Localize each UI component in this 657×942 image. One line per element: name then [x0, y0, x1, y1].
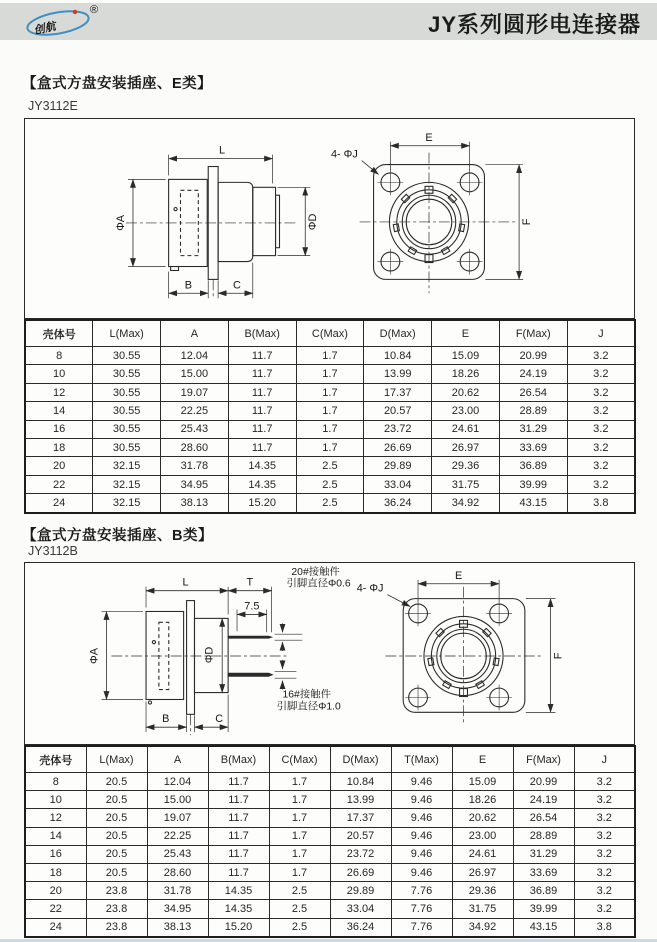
table-row — [25, 402, 635, 420]
column-header: A — [147, 746, 208, 773]
dim-label-C: C — [233, 279, 241, 292]
dim-label-C: C — [215, 713, 224, 726]
table-cell: 3.2 — [567, 420, 635, 438]
table-cell: 20.5 — [86, 773, 147, 791]
table-cell: 24.19 — [513, 791, 574, 809]
table-cell: 34.95 — [161, 475, 229, 493]
table-cell: 29.89 — [364, 457, 432, 475]
table-cell: 17.37 — [330, 809, 391, 827]
table-cell: 11.7 — [208, 827, 269, 845]
table-cell: 36.89 — [499, 457, 567, 475]
table-cell: 32.15 — [93, 494, 161, 513]
dim-label-B: B — [184, 279, 193, 292]
column-header: L(Max) — [93, 320, 161, 347]
column-header: D(Max) — [364, 320, 432, 347]
table-cell: 20.57 — [364, 402, 432, 420]
dim-label-7-5: 7.5 — [244, 600, 260, 613]
table-cell: 1.7 — [269, 863, 330, 881]
drawing-box-e — [24, 118, 635, 319]
table-cell: 11.7 — [228, 365, 296, 383]
table-cell: 1.7 — [296, 347, 364, 365]
table-cell: 11.7 — [228, 402, 296, 420]
header-row — [25, 320, 635, 347]
table-cell: 30.55 — [93, 402, 161, 420]
table-row — [25, 827, 635, 845]
table-cell: 29.36 — [432, 457, 500, 475]
logo-red-dot — [73, 10, 77, 14]
table-cell: 2.5 — [269, 900, 330, 918]
brand-logo-icon — [18, 1, 114, 41]
table-cell: 18 — [25, 863, 86, 881]
table-cell: 11.7 — [208, 791, 269, 809]
table-cell: 28.60 — [147, 863, 208, 881]
table-cell: 14.35 — [228, 475, 296, 493]
column-header: C(Max) — [269, 746, 330, 773]
dim-label-F: F — [520, 218, 533, 226]
table-cell: 33.04 — [330, 900, 391, 918]
table-cell: 1.7 — [269, 845, 330, 863]
table-cell: 23.00 — [452, 827, 513, 845]
table-cell: 14.35 — [228, 457, 296, 475]
dim-label-phiD: ΦD — [203, 646, 216, 664]
table-cell: 3.2 — [567, 402, 635, 420]
column-header: B(Max) — [228, 320, 296, 347]
table-cell: 18 — [25, 439, 93, 457]
table-cell: 1.7 — [296, 402, 364, 420]
table-cell: 22 — [25, 900, 86, 918]
brand-logo-text: 创航 — [32, 20, 57, 38]
table-cell: 26.97 — [432, 439, 500, 457]
table-cell: 17.37 — [364, 383, 432, 401]
column-header: J — [567, 320, 635, 347]
table-row — [25, 494, 635, 513]
table-cell: 39.99 — [499, 475, 567, 493]
table-cell: 24 — [25, 494, 93, 513]
table-cell: 36.24 — [330, 918, 391, 937]
table-cell: 2.5 — [296, 457, 364, 475]
table-row — [25, 365, 635, 383]
technical-drawing-b — [25, 563, 634, 744]
table-cell: 9.46 — [391, 773, 452, 791]
table-cell: 28.89 — [499, 402, 567, 420]
table-cell: 15.20 — [228, 494, 296, 513]
table-cell: 38.13 — [161, 494, 229, 513]
table-cell: 11.7 — [228, 420, 296, 438]
table-cell: 2.5 — [269, 918, 330, 937]
contact-20-label: 20#接触件 — [291, 566, 340, 578]
table-cell: 12 — [25, 383, 93, 401]
table-cell: 14 — [25, 827, 86, 845]
table-cell: 31.75 — [452, 900, 513, 918]
table-cell: 15.09 — [452, 773, 513, 791]
table-cell: 23.8 — [86, 918, 147, 937]
dim-label-B: B — [162, 713, 170, 726]
table-cell: 1.7 — [269, 809, 330, 827]
table-cell: 23.8 — [86, 882, 147, 900]
table-cell: 15.00 — [147, 791, 208, 809]
table-cell: 3.2 — [567, 347, 635, 365]
dim-label-E: E — [425, 131, 433, 144]
table-cell: 22 — [25, 475, 93, 493]
table-cell: 31.29 — [513, 845, 574, 863]
table-cell: 30.55 — [93, 439, 161, 457]
page-title: JY系列圆形电连接器 — [428, 12, 641, 37]
table-cell: 3.2 — [574, 809, 635, 827]
contact-16-label: 16#接触件 — [282, 689, 331, 701]
table-cell: 16 — [25, 845, 86, 863]
table-cell: 23.8 — [86, 900, 147, 918]
front-view-e — [331, 132, 533, 293]
table-cell: 43.15 — [499, 494, 567, 513]
table-cell: 19.07 — [147, 809, 208, 827]
table-cell: 3.2 — [574, 863, 635, 881]
registered-mark: ® — [90, 4, 99, 16]
table-row — [25, 439, 635, 457]
table-cell: 3.2 — [574, 791, 635, 809]
table-cell: 10.84 — [330, 773, 391, 791]
table-cell: 16 — [25, 420, 93, 438]
table-cell: 38.13 — [147, 918, 208, 937]
table-cell: 26.69 — [364, 439, 432, 457]
table-row — [25, 347, 635, 365]
table-cell: 13.99 — [364, 365, 432, 383]
table-cell: 9.46 — [391, 791, 452, 809]
column-header: F(Max) — [499, 320, 567, 347]
column-header: 壳体号 — [25, 320, 93, 347]
column-header: T(Max) — [391, 746, 452, 773]
table-cell: 1.7 — [269, 791, 330, 809]
table-cell: 20 — [25, 882, 86, 900]
table-cell: 32.15 — [93, 457, 161, 475]
table-cell: 43.15 — [513, 918, 574, 937]
table-cell: 12 — [25, 809, 86, 827]
contact-16-pin-dia: 引脚直径Φ1.0 — [276, 701, 341, 713]
table-cell: 10 — [25, 365, 93, 383]
front-view-b — [357, 570, 565, 725]
table-cell: 15.00 — [161, 365, 229, 383]
table-cell: 20.99 — [513, 773, 574, 791]
column-header: E — [452, 746, 513, 773]
table-cell: 20 — [25, 457, 93, 475]
table-cell: 3.8 — [567, 494, 635, 513]
table-cell: 20.5 — [86, 791, 147, 809]
column-header: E — [432, 320, 500, 347]
table-cell: 24.19 — [499, 365, 567, 383]
column-header: D(Max) — [330, 746, 391, 773]
table-cell: 26.97 — [452, 863, 513, 881]
model-label-b: JY3112B — [28, 544, 78, 558]
table-cell: 7.76 — [391, 882, 452, 900]
table-cell: 33.69 — [499, 439, 567, 457]
column-header: B(Max) — [208, 746, 269, 773]
table-cell: 10 — [25, 791, 86, 809]
table-cell: 2.5 — [296, 475, 364, 493]
table-cell: 23.72 — [364, 420, 432, 438]
table-cell: 28.60 — [161, 439, 229, 457]
table-cell: 31.29 — [499, 420, 567, 438]
table-cell: 20.62 — [452, 809, 513, 827]
table-cell: 8 — [25, 347, 93, 365]
column-header: 壳体号 — [25, 746, 86, 773]
table-cell: 9.46 — [391, 845, 452, 863]
table-cell: 22.25 — [147, 827, 208, 845]
table-cell: 3.2 — [574, 900, 635, 918]
column-header: L(Max) — [86, 746, 147, 773]
table-cell: 23.72 — [330, 845, 391, 863]
table-row — [25, 383, 635, 401]
table-cell: 3.2 — [574, 882, 635, 900]
table-cell: 34.92 — [432, 494, 500, 513]
dim-label-holes: 4- ΦJ — [356, 582, 384, 595]
table-cell: 11.7 — [228, 439, 296, 457]
table-row — [25, 882, 635, 900]
contact-20-pin-dia: 引脚直径Φ0.6 — [286, 578, 351, 590]
table-row — [25, 457, 635, 475]
table-cell: 30.55 — [93, 365, 161, 383]
dim-label-E: E — [454, 569, 463, 582]
table-cell: 7.76 — [391, 900, 452, 918]
table-cell: 33.04 — [364, 475, 432, 493]
table-cell: 14 — [25, 402, 93, 420]
table-cell: 3.2 — [574, 845, 635, 863]
table-row — [25, 475, 635, 493]
table-cell: 7.76 — [391, 918, 452, 937]
table-cell: 3.2 — [567, 475, 635, 493]
table-cell: 1.7 — [296, 420, 364, 438]
table-cell: 11.7 — [208, 863, 269, 881]
table-cell: 18.26 — [432, 365, 500, 383]
column-header: C(Max) — [296, 320, 364, 347]
table-cell: 29.36 — [452, 882, 513, 900]
table-cell: 15.20 — [208, 918, 269, 937]
table-cell: 30.55 — [93, 383, 161, 401]
table-cell: 26.54 — [513, 809, 574, 827]
table-cell: 19.07 — [161, 383, 229, 401]
column-header: A — [161, 320, 229, 347]
side-view-e — [115, 145, 319, 300]
table-cell: 18.26 — [452, 791, 513, 809]
dim-label-phiA: ΦA — [88, 648, 101, 664]
table-cell: 24.61 — [452, 845, 513, 863]
table-cell: 3.8 — [574, 918, 635, 937]
drawing-box-b — [24, 562, 635, 745]
spec-table-b — [24, 745, 636, 938]
table-cell: 9.46 — [391, 809, 452, 827]
table-cell: 1.7 — [296, 365, 364, 383]
table-cell: 14.35 — [208, 900, 269, 918]
table-row — [25, 791, 635, 809]
table-cell: 9.46 — [391, 863, 452, 881]
table-cell: 1.7 — [296, 439, 364, 457]
table-row — [25, 900, 635, 918]
table-cell: 25.43 — [147, 845, 208, 863]
table-cell: 31.78 — [161, 457, 229, 475]
table-cell: 20.5 — [86, 809, 147, 827]
table-cell: 11.7 — [208, 773, 269, 791]
dim-label-L: L — [182, 576, 189, 589]
table-cell: 25.43 — [161, 420, 229, 438]
table-cell: 20.5 — [86, 827, 147, 845]
dim-label-phiD: ΦD — [307, 213, 320, 231]
table-cell: 31.78 — [147, 882, 208, 900]
table-cell: 36.24 — [364, 494, 432, 513]
table-row — [25, 863, 635, 881]
side-view-b — [89, 565, 351, 735]
brand-logo — [18, 1, 114, 46]
table-cell: 1.7 — [269, 827, 330, 845]
table-row — [25, 773, 635, 791]
table-cell: 26.69 — [330, 863, 391, 881]
dim-label-T: T — [246, 576, 254, 589]
table-cell: 20.5 — [86, 845, 147, 863]
table-cell: 1.7 — [296, 383, 364, 401]
table-cell: 39.99 — [513, 900, 574, 918]
table-row — [25, 918, 635, 937]
section-heading-b: 【盒式方盘安装插座、B类】 — [22, 528, 213, 544]
table-cell: 23.00 — [432, 402, 500, 420]
table-cell: 3.2 — [574, 827, 635, 845]
table-cell: 28.89 — [513, 827, 574, 845]
table-cell: 24.61 — [432, 420, 500, 438]
table-cell: 14.35 — [208, 882, 269, 900]
table-cell: 11.7 — [228, 383, 296, 401]
table-cell: 15.09 — [432, 347, 500, 365]
table-cell: 32.15 — [93, 475, 161, 493]
table-cell: 3.2 — [567, 457, 635, 475]
table-cell: 30.55 — [93, 420, 161, 438]
table-cell: 12.04 — [147, 773, 208, 791]
dim-label-phiA: ΦA — [115, 214, 128, 231]
table-cell: 34.95 — [147, 900, 208, 918]
technical-drawing-e — [25, 119, 634, 318]
header-row — [25, 746, 635, 773]
table-cell: 11.7 — [228, 347, 296, 365]
table-cell: 3.2 — [567, 439, 635, 457]
table-cell: 2.5 — [269, 882, 330, 900]
table-row — [25, 845, 635, 863]
table-cell: 9.46 — [391, 827, 452, 845]
table-cell: 34.92 — [452, 918, 513, 937]
column-header: F(Max) — [513, 746, 574, 773]
column-header: J — [574, 746, 635, 773]
table-cell: 1.7 — [269, 773, 330, 791]
table-cell: 8 — [25, 773, 86, 791]
table-cell: 11.7 — [208, 845, 269, 863]
table-cell: 3.2 — [574, 773, 635, 791]
table-cell: 20.99 — [499, 347, 567, 365]
dim-label-L: L — [219, 144, 226, 157]
dim-label-holes: 4- ΦJ — [330, 148, 358, 161]
table-cell: 12.04 — [161, 347, 229, 365]
table-cell: 20.62 — [432, 383, 500, 401]
table-cell: 29.89 — [330, 882, 391, 900]
table-cell: 24 — [25, 918, 86, 937]
table-cell: 2.5 — [296, 494, 364, 513]
table-cell: 11.7 — [208, 809, 269, 827]
spec-table-e — [24, 319, 636, 514]
table-cell: 20.5 — [86, 863, 147, 881]
table-cell: 20.57 — [330, 827, 391, 845]
table-row — [25, 420, 635, 438]
table-cell: 26.54 — [499, 383, 567, 401]
table-cell: 3.2 — [567, 365, 635, 383]
table-cell: 13.99 — [330, 791, 391, 809]
table-cell: 30.55 — [93, 347, 161, 365]
section-heading-e: 【盒式方盘安装插座、E类】 — [22, 76, 213, 92]
dim-label-F: F — [552, 652, 565, 660]
table-row — [25, 809, 635, 827]
table-cell: 36.89 — [513, 882, 574, 900]
model-label-e: JY3112E — [28, 99, 78, 113]
table-cell: 3.2 — [567, 383, 635, 401]
table-cell: 22.25 — [161, 402, 229, 420]
table-cell: 33.69 — [513, 863, 574, 881]
table-cell: 10.84 — [364, 347, 432, 365]
table-cell: 31.75 — [432, 475, 500, 493]
